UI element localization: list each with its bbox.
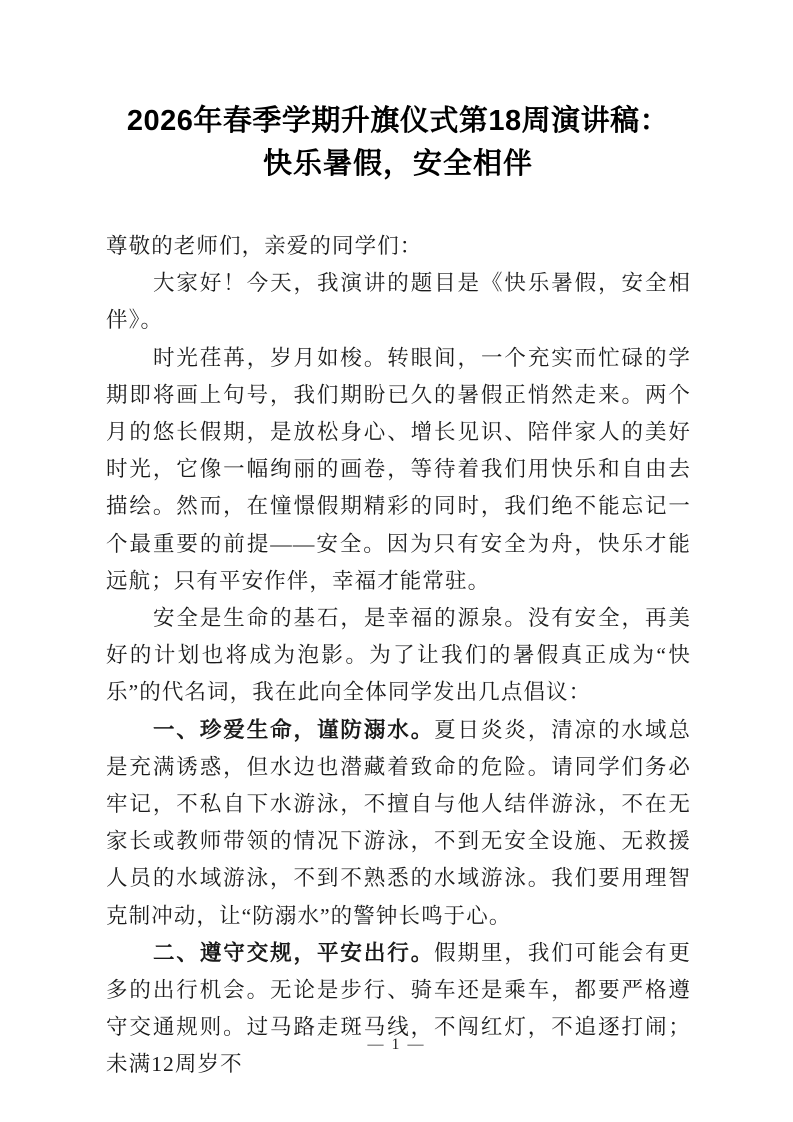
paragraph-item-two — [106, 935, 691, 1084]
item-two-heading: 二、遵守交规，平安出行。 — [153, 940, 435, 965]
item-one-heading: 一、珍爱生命，谨防溺水。 — [153, 717, 435, 742]
document-body — [106, 228, 691, 1084]
title-line-1: 2026年春季学期升旗仪式第18周演讲稿： — [126, 105, 670, 137]
item-two-text: 假期里，我们可能会有更多的出行机会。无论是步行、骑车还是乘车，都要严格遵守交通规则。过马路走斑马线，不闯红灯，不追逐打闹；未满12周岁不 — [106, 940, 691, 1077]
page-title — [103, 100, 693, 186]
paragraph-greeting: 大家好！今天，我演讲的题目是《快乐暑假，安全相伴》。 — [106, 271, 691, 333]
paragraph-item-one — [106, 712, 691, 935]
paragraph-safety-foundation: 安全是生命的基石，是幸福的源泉。没有安全，再美好的计划也将成为泡影。为了让我们的暑假真正成为“快乐”的代名词，我在此向全体同学发出几点倡议： — [106, 606, 691, 705]
page-number-footer: — 1 — — [367, 1036, 426, 1053]
title-line-2: 快乐暑假，安全相伴 — [262, 148, 533, 180]
salutation: 尊敬的老师们，亲爱的同学们： — [106, 234, 423, 258]
paragraph-intro-time-flies: 时光荏苒，岁月如梭。转眼间，一个充实而忙碌的学期即将画上句号，我们期盼已久的暑假正悄然走来。两个月的悠长假期，是放松身心、增长见识、陪伴家人的美好时光，它像一幅绚丽的画卷，等待着我们用快乐和自由去描绘。然而，在憧憬假期精彩的同时，我们绝不能忘记一个最重要的前提——安全。因为只有安全为舟，快乐才能远航；只有平安作伴，幸福才能常驻。 — [106, 345, 691, 593]
item-one-text: 夏日炎炎，清凉的水域总是充满诱惑，但水边也潜藏着致命的危险。请同学们务必牢记，不私自下水游泳，不擅自与他人结伴游泳，不在无家长或教师带领的情况下游泳，不到无安全设施、无救援人员的水域游泳，不到不熟悉的水域游泳。我们要用理智克制冲动，让“防溺水”的警钟长鸣于心。 — [106, 717, 691, 928]
